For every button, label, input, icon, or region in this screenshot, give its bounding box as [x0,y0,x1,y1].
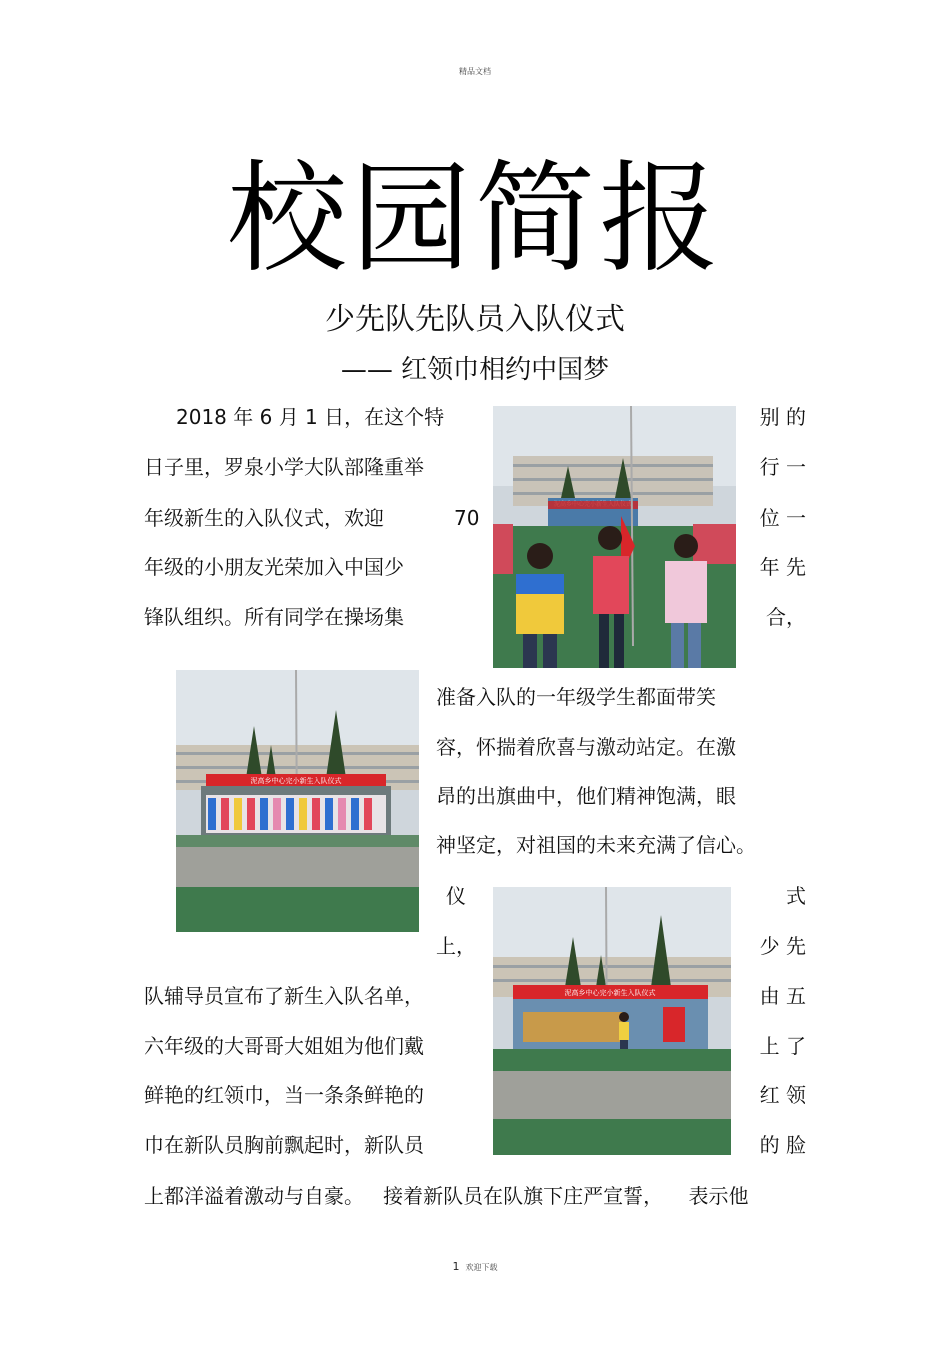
subtitle-slogan: —— 红领巾相约中国梦 [340,355,610,385]
para1-line1-left: 2018 年 6 月 1 日，在这个特 [176,405,445,429]
para1-line4-right: 年 先 [759,555,806,579]
para3-line2-left: 上， [436,934,476,958]
page-number: 1 [452,1260,460,1273]
para3-line7: 上都洋溢着激动与自豪。 接着新队员在队旗下庄严宣誓， 表示他 [144,1184,749,1208]
para1-line1-right: 别 的 [759,405,806,429]
photo-students-flag [493,406,736,668]
para3-line5-left: 鲜艳的红领巾，当一条条鲜艳的 [144,1083,424,1107]
para1-line4-left: 年级的小朋友光荣加入中国少 [144,555,404,579]
para1-line3-left: 年级新生的入队仪式，欢迎 [144,506,384,530]
para1-line5-right: 合， [766,605,806,629]
main-title: 校园简报 [227,150,723,289]
para3-line6-right: 的 脸 [759,1133,806,1157]
para2-line4: 神坚定，对祖国的未来充满了信心。 [436,833,756,857]
para1-line2-left: 日子里，罗泉小学大队部隆重举 [144,455,424,479]
para3-line3-right: 由 五 [759,984,806,1008]
subtitle: 少先队先队员入队仪式 [325,302,625,337]
para3-line1-right: 式 [786,884,806,908]
para2-line2: 容，怀揣着欣喜与激动站定。在激 [436,735,736,759]
para3-line4-left: 六年级的大哥哥大姐姐为他们戴 [144,1034,424,1058]
photo2-banner-text: 泥高乡中心完小新生入队仪式 [250,777,342,785]
footer-note: 欢迎下载 [465,1263,498,1272]
para3-line4-right: 上 了 [759,1034,806,1058]
para3-line3-left: 队辅导员宣布了新生入队名单， [144,984,424,1008]
photo-stage-speaker [493,887,731,1155]
page-footer [0,1260,950,1273]
para3-line5-right: 红 领 [759,1083,806,1107]
para1-line5-left: 锋队组织。所有同学在操场集 [144,605,404,629]
para2-line1: 准备入队的一年级学生都面带笑 [436,685,716,709]
para3-line2-right: 少 先 [759,934,806,958]
para2-line3: 昂的出旗曲中，他们精神饱满，眼 [436,784,736,808]
para1-line3-right: 位 一 [759,506,806,530]
para3-line6-left: 巾在新队员胸前飘起时，新队员 [144,1133,424,1157]
para3-line1-left: 仪 [446,884,466,908]
photo3-banner-text: 泥高乡中心完小新生入队仪式 [564,989,656,997]
para1-line3-number: 70 [454,506,480,530]
para1-line2-right: 行 一 [759,455,806,479]
photo-group-assembly [176,670,419,932]
header-note: 精品文档 [459,67,491,76]
